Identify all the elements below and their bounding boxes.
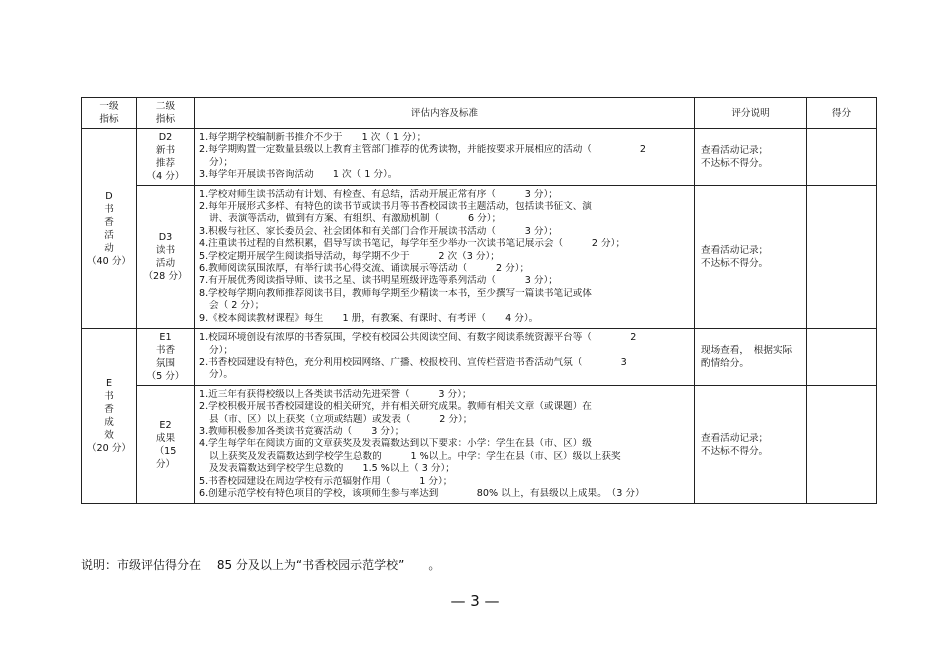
table-row bbox=[82, 185, 877, 328]
level2-indicator: D3 读书 活动 （28 分） bbox=[137, 185, 195, 328]
table-row bbox=[82, 385, 877, 504]
criteria-line: 6.创建示范学校有特色项目的学校，该项师生参与率达到 80% 以上，有县级以上成果。 （3 分） bbox=[199, 487, 645, 499]
criteria-line: 1.学校对师生读书活动有计划、有检查、有总结，活动开展正常有序（ 3 分）； bbox=[199, 188, 558, 200]
criteria-line: 5.学校定期开展学生阅读指导活动，每学期不少于 2 次（3 分）； bbox=[199, 250, 500, 262]
criteria-line: 会（ 2 分）； bbox=[209, 300, 265, 312]
score-cell[interactable] bbox=[807, 129, 877, 186]
level1-indicator: E 书 香 成 效 （20 分） bbox=[82, 329, 137, 504]
criteria-line: 2.学校积极开展书香校园建设的相关研究，并有相关研究成果。教师有相关文章（或课题）在 bbox=[199, 401, 592, 413]
level1-indicator: D 书 香 活 动 （40 分） bbox=[82, 129, 137, 329]
header-row bbox=[82, 98, 877, 129]
criteria-line: 讲、表演等活动，做到有方案、有组织、有激励机制（ 6 分）； bbox=[209, 213, 502, 225]
scoring-note: 查看活动记录； 不达标不得分。 bbox=[695, 185, 807, 328]
criteria-cell bbox=[195, 329, 695, 386]
header-level1: 一级 指标 bbox=[82, 98, 137, 129]
criteria-line: 以上获奖及发表篇数达到学校学生总数的 1 %以上。中学：学生在县（市、区）级以上获奖 bbox=[209, 450, 621, 462]
criteria-line: 县（市、区）以上获奖（立项或结题）或发表（ 2 分）； bbox=[209, 413, 473, 425]
criteria-line: 4.注重读书过程的自然积累，倡导写读书笔记，每学年至少举办一次读书笔记展示会（ 2 分）； bbox=[199, 238, 626, 250]
level2-indicator: D2 新书 推荐 （4 分） bbox=[137, 129, 195, 186]
footnote: 说明：市级评估得分在 85 分及以上为“书香校园示范学校” 。 bbox=[81, 558, 441, 572]
level2-indicator: E1 书香 氛围 （5 分） bbox=[137, 329, 195, 386]
scoring-note: 查看活动记录； 不达标不得分。 bbox=[695, 129, 807, 186]
criteria-line: 2.每年开展形式多样、有特色的读书节或读书月等书香校园读书主题活动，包括读书征文、演 bbox=[199, 201, 592, 213]
criteria-line: 1.每学期学校编制新书推介不少于 1 次（ 1 分）； bbox=[199, 132, 427, 143]
table-row bbox=[82, 329, 877, 386]
criteria-line: 3.积极与社区、家长委员会、社会团体和有关部门合作开展读书活动（ 3 分）； bbox=[199, 225, 558, 237]
score-cell[interactable] bbox=[807, 185, 877, 328]
criteria-line: 4.学生每学年在阅读方面的文章获奖及发表篇数达到以下要求：小学：学生在县（市、区）级 bbox=[199, 438, 592, 450]
criteria-line: 2.每学期购置一定数量县级以上教育主管部门推荐的优秀读物，并能按要求开展相应的活动（ 2 bbox=[199, 144, 646, 156]
criteria-line: 分）。 bbox=[209, 369, 233, 381]
criteria-line: 7.有开展优秀阅读指导师、读书之星、读书明星班级评选等系列活动（ 3 分）； bbox=[199, 275, 558, 287]
criteria-line: 3.每学年开展读书咨询活动 1 次（ 1 分）。 bbox=[199, 169, 398, 181]
criteria-line: 6.教师阅读氛围浓厚，有举行读书心得交流、诵读展示等活动（ 2 分）； bbox=[199, 263, 530, 275]
criteria-line: 分）； bbox=[209, 344, 233, 356]
score-cell[interactable] bbox=[807, 385, 877, 504]
scoring-note: 查看活动记录； 不达标不得分。 bbox=[695, 385, 807, 504]
criteria-cell bbox=[195, 129, 695, 186]
criteria-line: 5.书香校园建设在周边学校有示范辐射作用（ 1 分）； bbox=[199, 475, 453, 487]
criteria-cell bbox=[195, 185, 695, 328]
criteria-line: 1.校园环境创设有浓厚的书香氛围，学校有校园公共阅读空间、有数字阅读系统资源平台等（ 2 bbox=[199, 332, 637, 344]
level2-indicator: E2 成果 （15 分） bbox=[137, 385, 195, 504]
criteria-cell bbox=[195, 385, 695, 504]
criteria-line: 1.近三年有获得校级以上各类读书活动先进荣誉（ 3 分）； bbox=[199, 388, 472, 400]
score-cell[interactable] bbox=[807, 329, 877, 386]
header-level2: 二级 指标 bbox=[137, 98, 195, 129]
criteria-line: 2.书香校园建设有特色，充分利用校园网络、广播、校报校刊、宣传栏营造书香活动气氛（ 3 bbox=[199, 356, 627, 368]
table-row bbox=[82, 129, 877, 186]
header-notes: 评分说明 bbox=[695, 98, 807, 129]
header-score: 得分 bbox=[807, 98, 877, 129]
header-criteria: 评估内容及标准 bbox=[195, 98, 695, 129]
criteria-line: 及发表篇数达到学校学生总数的 1.5 %以上（ 3 分）； bbox=[209, 463, 455, 475]
page-number: — 3 — bbox=[450, 592, 500, 610]
evaluation-table bbox=[81, 97, 877, 504]
criteria-line: 3.教师积极参加各类读书竞赛活动（ 3 分）； bbox=[199, 425, 405, 437]
scoring-note: 现场查看， 根据实际 酌情给分。 bbox=[695, 329, 807, 386]
criteria-line: 分）； bbox=[209, 156, 233, 168]
criteria-line: 8.学校每学期向教师推荐阅读书目，教师每学期至少精读一本书，至少撰写一篇读书笔记或体 bbox=[199, 287, 592, 299]
criteria-line: 9.《校本阅读教材课程》每生 1 册，有教案、有课时、有考评（ 4 分）。 bbox=[199, 312, 539, 324]
